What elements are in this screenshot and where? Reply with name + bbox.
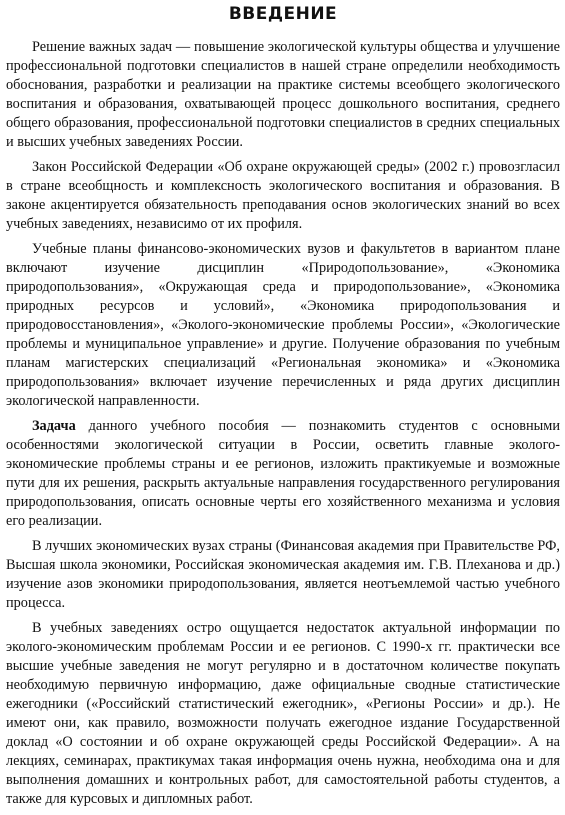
paragraph-lead-word: Задача: [32, 418, 76, 434]
paragraph-3: [6, 240, 560, 411]
paragraph-2: [6, 158, 560, 234]
paragraph-4: [6, 417, 560, 531]
paragraph-text: В лучших экономических вузах страны (Финансовая академия при Правительстве РФ, Высшая школа экономики, Российская экономическая академия им. Г.В. Плеханова и др.) изучение азов экономики природопользования, является неотъемлемой частью учебного процесса.: [6, 538, 560, 611]
paragraph-text: Закон Российской Федерации «Об охране окружающей среды» (2002 г.) провозгласил в стране всеобщность и комплексность экологического воспитания и образования. В законе акцентируется обязательность преподавания основ экологических знаний во всех учебных заведениях, независимо от их профиля.: [6, 159, 560, 232]
paragraph-6: [6, 619, 560, 809]
paragraph-text: Учебные планы финансово-экономических вузов и факультетов в вариантом плане включают изучение дисциплин «Природопользование», «Экономика природопользования», «Окружающая среда и природопользование», «Экономика природных ресурсов и условий», «Экономика природопользования и природовосстановления», «Эколого-экономические проблемы России», «Экологические проблемы и муниципальное управление» и другие. Получение образования по учебным планам магистерских специализаций «Региональная экономика» и «Экономика природопользования» включает изучение перечисленных и ряда других дисциплин экологической направленности.: [6, 241, 560, 409]
paragraph-text: Решение важных задач — повышение экологической культуры общества и улучшение профессиональной подготовки специалистов в нашей стране определили необходимость обоснования, разработки и реализации на практике системы всеобщего экологического воспитания и образования, охватывающей процесс дошкольного воспитания, среднего общего образования, профессиональной подготовки специалистов в средних специальных и высших учебных заведениях России.: [6, 39, 560, 150]
paragraph-5: [6, 537, 560, 613]
page-title: ВВЕДЕНИЕ: [228, 4, 338, 24]
paragraph-1: [6, 38, 560, 152]
paragraph-text: данного учебного пособия — познакомить студентов с основными особенностями экологической ситуации в России, осветить главные эколого-экономические проблемы страны и ее регионов, изложить практикуемые и возможные пути для их решения, раскрыть актуальные направления государственного регулирования природопользования, описать основные черты его хозяйственного механизма и условия его реализации.: [6, 418, 560, 529]
paragraph-text: В учебных заведениях остро ощущается недостаток актуальной информации по эколого-экономическим проблемам России и ее регионов. С 1990-х гг. практически все высшие учебные заведения не могут регулярно и в достаточном количестве покупать необходимую первичную информацию, даже официальные сводные статистические ежегодники («Российский статистический ежегодник», «Регионы России» и др.). Не имеют они, как правило, возможности получать ежегодное издание Государственной доклад «О состоянии и об охране окружающей среды Российской Федерации». А на лекциях, семинарах, практикумах такая информация очень нужна, необходима она и для выполнения домашних и контрольных работ, для самостоятельной работы студентов, а также для курсовых и дипломных работ.: [6, 620, 560, 807]
document-page: [6, 0, 560, 815]
